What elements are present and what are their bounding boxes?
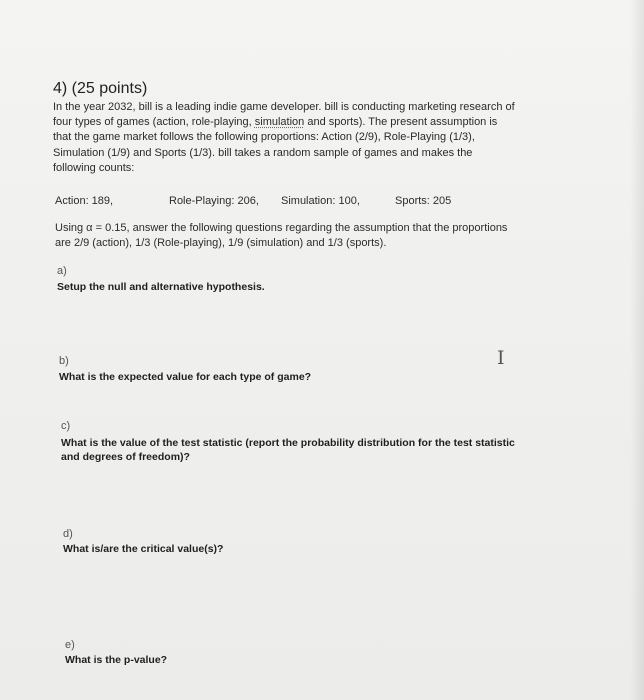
- problem-title: 4) (25 points): [53, 80, 148, 97]
- question-d-letter: d): [63, 528, 73, 540]
- question-e-letter: e): [65, 639, 75, 651]
- question-c-text: [61, 436, 515, 464]
- question-d-text: What is/are the critical value(s)?: [63, 543, 224, 555]
- intro-line-2: [53, 115, 515, 130]
- question-c-line-1: What is the value of the test statistic (report the probability distribution for the test statistic: [61, 437, 515, 449]
- question-e-text: What is the p-value?: [65, 654, 168, 666]
- problem-intro: [53, 100, 515, 176]
- count-action: Action: 189,: [55, 195, 114, 207]
- text-cursor-icon: I: [497, 347, 505, 369]
- question-b-letter: b): [59, 355, 69, 367]
- intro-line-2-start: four types of games (action, role-playing,: [53, 116, 255, 129]
- usage-instructions: [55, 221, 507, 251]
- page-edge-shadow: [630, 0, 644, 700]
- question-c-letter: c): [61, 420, 71, 432]
- question-c-line-2: and degrees of freedom)?: [61, 451, 190, 463]
- intro-line-1: In the year 2032, bill is a leading indie game developer. bill is conducting marketing research of: [53, 101, 515, 113]
- intro-line-5: following counts:: [53, 161, 135, 174]
- intro-line-2-end: and sports). The present assumption is: [304, 116, 498, 129]
- question-a-letter: a): [57, 265, 67, 277]
- count-role-playing: Role-Playing: 206,: [169, 195, 259, 207]
- count-sports: Sports: 205: [395, 195, 452, 207]
- intro-line-3: that the game market follows the following proportions: Action (2/9), Role-Playing (1/3),: [53, 131, 475, 144]
- usage-line-1: Using α = 0.15, answer the following questions regarding the assumption that the proportions: [55, 222, 508, 234]
- usage-line-2: are 2/9 (action), 1/3 (Role-playing), 1/9 (simulation) and 1/3 (sports).: [55, 237, 387, 249]
- spellcheck-underlined-word: simulation: [254, 116, 305, 129]
- intro-line-4: Simulation (1/9) and Sports (1/3). bill takes a random sample of games and makes the: [53, 146, 473, 159]
- question-b-text: What is the expected value for each type of game?: [59, 371, 312, 383]
- count-simulation: Simulation: 100,: [281, 195, 360, 207]
- question-a-text: Setup the null and alternative hypothesis.: [57, 281, 265, 293]
